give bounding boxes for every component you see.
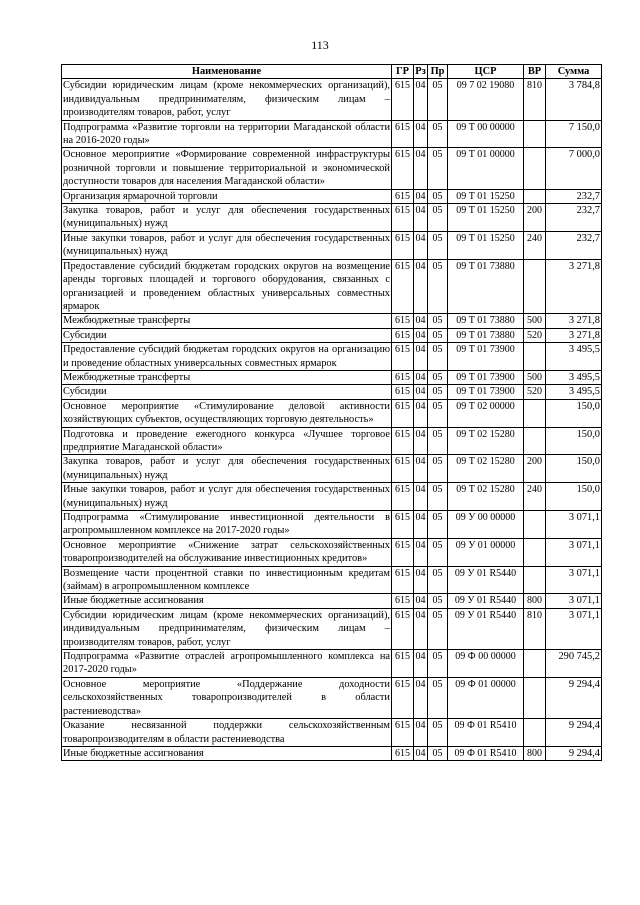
row-rz: 04 [414,608,428,649]
row-vr [524,677,546,718]
table-row [62,148,602,189]
row-gr: 615 [392,259,414,314]
row-rz: 04 [414,719,428,747]
row-sum: 290 745,2 [546,650,602,678]
row-pr: 05 [428,343,448,371]
table-row [62,120,602,148]
row-gr: 615 [392,370,414,384]
row-pr: 05 [428,231,448,259]
row-gr: 615 [392,511,414,539]
row-name: Иные закупки товаров, работ и услуг для обеспечения государственных (муниципальных) нужд [63,232,390,258]
row-vr: 520 [524,385,546,399]
table-row [62,677,602,718]
row-rz: 04 [415,386,426,398]
row-pr: 05 [428,79,448,120]
row-name: Основное мероприятие «Формирование современной инфраструктуры розничной торговли и повышение территориальной и экономической доступности товаров для населения Магаданской области» [63,149,390,188]
row-rz: 04 [415,371,426,383]
header-vr: ВР [524,65,546,79]
row-name: Закупка товаров, работ и услуг для обеспечения государственных (муниципальных) нужд [63,205,390,230]
row-name: Основное мероприятие «Поддержание доходности сельскохозяйственных товаропроизводителей в области растениеводства» [63,678,390,717]
row-rz: 04 [415,315,426,327]
row-csr: 09 У 00 00000 [448,511,524,539]
row-name: Основное мероприятие «Стимулирование деловой активности хозяйствующих субъектов, осуществляющих торговую деятельность» [63,400,390,426]
row-gr: 615 [392,566,414,594]
row-vr: 810 [524,608,546,649]
row-pr: 05 [428,148,448,189]
row-csr: 09 У 01 R5440 [448,608,524,649]
row-vr: 200 [524,455,546,483]
row-rz: 04 [415,595,426,607]
row-gr: 615 [392,399,414,427]
row-gr: 615 [392,746,414,760]
table-row [62,79,602,120]
row-csr: 09 Т 01 73900 [448,385,524,399]
row-sum: 150,0 [546,399,602,427]
row-csr: 09 У 01 R5440 [448,594,524,608]
row-gr: 615 [392,594,414,608]
row-gr: 615 [392,79,414,120]
row-sum: 3 495,5 [546,370,602,384]
row-rz: 04 [414,566,428,594]
row-pr: 05 [428,650,448,678]
row-gr: 615 [392,204,414,232]
row-pr: 05 [428,566,448,594]
row-vr [524,538,546,566]
row-csr: 09 Т 01 15250 [448,231,524,259]
row-sum: 3 271,8 [546,328,602,342]
row-pr: 05 [428,719,448,747]
row-gr: 615 [392,719,414,747]
row-gr: 615 [392,483,414,511]
row-vr [524,427,546,455]
row-sum: 7 150,0 [546,120,602,148]
row-name: Субсидии юридическим лицам (кроме некоммерческих организаций), индивидуальным предпринимателям, физическим лицам – производителям товаров, работ, услуг [63,80,390,119]
table-row [62,566,602,594]
row-pr: 05 [428,385,448,399]
row-rz: 04 [414,343,428,371]
row-sum: 9 294,4 [546,746,602,760]
row-name: Подпрограмма «Развитие торговли на территории Магаданской области на 2016-2020 годы» [63,121,390,147]
row-vr [524,566,546,594]
table-row [62,343,602,371]
row-name: Возмещение части процентной ставки по инвестиционным кредитам (займам) в агропромышленном комплексе [63,567,390,593]
row-gr: 615 [392,120,414,148]
row-sum: 3 071,1 [546,608,602,649]
row-gr: 615 [392,189,414,203]
table-row [62,204,602,232]
row-rz: 04 [414,511,428,539]
header-name: Наименование [62,65,392,79]
row-pr: 05 [428,427,448,455]
row-rz: 04 [414,427,428,455]
row-sum: 3 071,1 [546,566,602,594]
table-row [62,538,602,566]
row-rz: 04 [414,79,428,120]
row-gr: 615 [392,314,414,328]
row-rz: 04 [414,148,428,189]
row-pr: 05 [428,120,448,148]
row-vr: 500 [524,314,546,328]
row-gr: 615 [392,608,414,649]
row-csr: 09 Т 02 15280 [448,427,524,455]
row-name: Подпрограмма «Развитие отраслей агропромышленного комплекса на 2017-2020 годы» [63,651,390,676]
row-sum: 3 271,8 [546,259,602,314]
row-csr: 09 Ф 00 00000 [448,650,524,678]
row-rz: 04 [414,259,428,314]
row-name: Межбюджетные трансферты [62,314,392,328]
row-name: Субсидии юридическим лицам (кроме некоммерческих организаций), индивидуальным предпринимателям, физическим лицам – производителям товаров, работ, услуг [63,609,390,648]
row-sum: 150,0 [546,455,602,483]
table-row [62,746,602,760]
row-pr: 05 [428,483,448,511]
row-sum: 232,7 [546,204,602,232]
row-rz: 04 [414,650,428,678]
table-row [62,719,602,747]
header-pr: Пр [428,65,448,79]
row-vr [524,399,546,427]
row-gr: 615 [392,538,414,566]
page-number: 113 [311,38,329,52]
table-row [62,427,602,455]
table-row [62,259,602,314]
row-gr: 615 [392,148,414,189]
table-row [62,370,602,384]
row-csr: 09 Т 01 15250 [448,204,524,232]
row-vr: 800 [524,746,546,760]
row-sum: 232,7 [546,189,602,203]
row-name: Субсидии [62,385,392,399]
row-vr [524,259,546,314]
row-csr: 09 7 02 19080 [448,79,524,120]
row-sum: 3 071,1 [546,538,602,566]
row-csr: 09 У 01 R5440 [448,566,524,594]
row-vr [524,650,546,678]
row-rz: 04 [414,677,428,718]
row-gr: 615 [392,650,414,678]
table-row [62,594,602,608]
row-csr: 09 Т 01 73880 [448,328,524,342]
row-vr [524,148,546,189]
table-row [62,650,602,678]
row-rz: 04 [415,329,426,341]
row-sum: 3 495,5 [546,343,602,371]
row-name: Предоставление субсидий бюджетам городских округов на организацию и проведение областных универсальных совместных ярмарок [63,344,390,369]
row-pr: 05 [428,608,448,649]
row-pr: 05 [428,328,448,342]
row-csr: 09 Т 02 00000 [448,399,524,427]
row-name: Закупка товаров, работ и услуг для обеспечения государственных (муниципальных) нужд [63,456,390,481]
row-gr: 615 [392,455,414,483]
row-csr: 09 Ф 01 00000 [448,677,524,718]
header-rz: Рз [415,66,426,77]
row-pr: 05 [428,370,448,384]
row-name: Основное мероприятие «Снижение затрат сельскохозяйственных товаропроизводителей на обслуживание инвестиционных кредитов» [63,539,390,565]
row-csr: 09 Т 01 73880 [448,259,524,314]
row-vr: 200 [524,204,546,232]
row-rz: 04 [414,538,428,566]
row-name: Организация ярмарочной торговли [62,189,392,203]
row-sum: 9 294,4 [546,677,602,718]
row-vr: 800 [524,594,546,608]
row-csr: 09 Т 01 00000 [448,148,524,189]
row-sum: 3 495,5 [546,385,602,399]
row-csr: 09 Т 00 00000 [448,120,524,148]
table-header-row [62,65,602,79]
row-gr: 615 [392,328,414,342]
header-gr: ГР [392,65,414,79]
row-name: Подготовка и проведение ежегодного конкурса «Лучшее торговое предприятие Магаданской области» [63,428,390,453]
row-name: Иные закупки товаров, работ и услуг для обеспечения государственных (муниципальных) нужд [63,484,390,509]
row-name: Иные бюджетные ассигнования [62,594,392,608]
row-sum: 7 000,0 [546,148,602,189]
row-rz: 04 [415,190,426,202]
row-gr: 615 [392,385,414,399]
table-row [62,385,602,399]
row-csr: 09 Ф 01 R5410 [448,746,524,760]
row-rz: 04 [414,399,428,427]
table-row [62,328,602,342]
table-row [62,483,602,511]
row-name: Оказание несвязанной поддержки сельскохозяйственным товаропроизводителям в области растениеводства [63,720,390,745]
row-sum: 232,7 [546,231,602,259]
row-csr: 09 Т 02 15280 [448,455,524,483]
row-sum: 150,0 [546,483,602,511]
row-csr: 09 Т 01 15250 [448,189,524,203]
row-name: Подпрограмма «Стимулирование инвестиционной деятельности в агропромышленном комплексе на 2017-2020 годы» [63,512,390,537]
row-vr [524,189,546,203]
table-body [62,79,602,761]
row-csr: 09 Т 01 73880 [448,314,524,328]
table-row [62,314,602,328]
row-pr: 05 [428,189,448,203]
row-vr: 810 [524,79,546,120]
row-csr: 09 Ф 01 R5410 [448,719,524,747]
table-row [62,231,602,259]
table-row [62,511,602,539]
row-sum: 3 271,8 [546,314,602,328]
row-name: Субсидии [62,328,392,342]
row-vr [524,343,546,371]
row-name: Иные бюджетные ассигнования [62,746,392,760]
budget-table [61,64,602,761]
row-pr: 05 [428,259,448,314]
row-vr: 240 [524,231,546,259]
row-rz: 04 [414,231,428,259]
row-rz: 04 [414,120,428,148]
row-pr: 05 [428,204,448,232]
row-sum: 3 784,8 [546,79,602,120]
row-vr: 240 [524,483,546,511]
table-row [62,189,602,203]
row-pr: 05 [428,746,448,760]
row-pr: 05 [428,455,448,483]
row-name: Межбюджетные трансферты [62,370,392,384]
row-rz: 04 [415,747,426,759]
row-csr: 09 Т 01 73900 [448,370,524,384]
header-csr: ЦСР [448,65,524,79]
row-pr: 05 [428,511,448,539]
row-pr: 05 [428,314,448,328]
row-csr: 09 Т 02 15280 [448,483,524,511]
table-row [62,455,602,483]
row-gr: 615 [392,427,414,455]
row-pr: 05 [428,677,448,718]
row-sum: 9 294,4 [546,719,602,747]
row-sum: 3 071,1 [546,511,602,539]
row-pr: 05 [428,538,448,566]
row-name: Предоставление субсидий бюджетам городских округов на возмещение аренды торговых площадей и торгового оборудования, связанных с организацией и проведением областных универсальных совместных ярмарок [63,260,390,312]
row-sum: 150,0 [546,427,602,455]
row-vr: 520 [524,328,546,342]
header-sum: Сумма [546,65,602,79]
row-gr: 615 [392,677,414,718]
row-csr: 09 Т 01 73900 [448,343,524,371]
row-csr: 09 У 01 00000 [448,538,524,566]
table-row [62,608,602,649]
row-vr [524,511,546,539]
row-sum: 3 071,1 [546,594,602,608]
row-pr: 05 [428,594,448,608]
row-pr: 05 [428,399,448,427]
row-rz: 04 [414,455,428,483]
table-row [62,399,602,427]
row-gr: 615 [392,231,414,259]
row-vr [524,120,546,148]
row-vr: 500 [524,370,546,384]
row-gr: 615 [392,343,414,371]
row-vr [524,719,546,747]
row-rz: 04 [414,204,428,232]
row-rz: 04 [414,483,428,511]
